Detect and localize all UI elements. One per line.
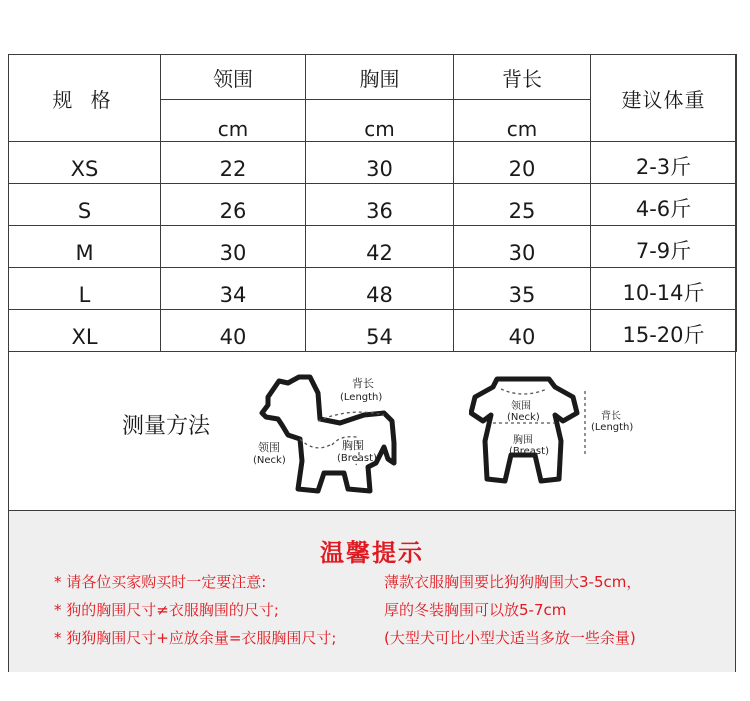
back-length-header: 背长 bbox=[454, 55, 591, 100]
size-cell: S bbox=[9, 184, 161, 226]
tips-title: 温馨提示 bbox=[320, 539, 424, 567]
cloth-back-cn: 背长 bbox=[601, 411, 621, 422]
dog-chest-cn: 胸围 bbox=[342, 439, 364, 452]
measurement-section bbox=[9, 343, 735, 508]
size-cell: M bbox=[9, 226, 161, 268]
back-cell: 35 bbox=[454, 268, 591, 310]
weight-header: 建议体重 bbox=[591, 55, 737, 142]
cloth-chest-cn: 胸围 bbox=[513, 435, 533, 446]
table-row bbox=[9, 268, 737, 310]
weight-cell: 7-9斤 bbox=[591, 226, 737, 268]
neck-cell: 22 bbox=[161, 142, 306, 184]
dog-back-en: (Length) bbox=[340, 392, 383, 403]
tips-section bbox=[9, 510, 735, 672]
weight-cell: 4-6斤 bbox=[591, 184, 737, 226]
back-cell: 40 bbox=[454, 310, 591, 352]
dog-measure-icon bbox=[244, 363, 429, 498]
weight-cell: 15-20斤 bbox=[591, 310, 737, 352]
cloth-neck-cn: 领围 bbox=[511, 401, 531, 412]
dog-chest-en: (Breast) bbox=[337, 453, 377, 464]
chest-cell: 36 bbox=[306, 184, 454, 226]
neck-cell: 34 bbox=[161, 268, 306, 310]
neck-cell: 40 bbox=[161, 310, 306, 352]
weight-cell: 10-14斤 bbox=[591, 268, 737, 310]
chest-unit: cm bbox=[306, 100, 454, 142]
tip-right-3: (大型犬可比小型犬适当多放一些余量) bbox=[384, 629, 636, 647]
neck-unit: cm bbox=[161, 100, 306, 142]
table-row bbox=[9, 184, 737, 226]
chest-cell: 54 bbox=[306, 310, 454, 352]
cloth-chest-en: (Breast) bbox=[509, 446, 549, 457]
measure-method-label: 测量方法 bbox=[122, 414, 211, 439]
tip-left-2: * 狗的胸围尺寸≠衣服胸围的尺寸; bbox=[54, 601, 279, 619]
table-row bbox=[9, 142, 737, 184]
dog-back-cn: 背长 bbox=[352, 377, 374, 390]
back-cell: 20 bbox=[454, 142, 591, 184]
size-table bbox=[8, 54, 737, 352]
dog-neck-cn: 领围 bbox=[258, 441, 280, 454]
neck-header: 领围 bbox=[161, 55, 306, 100]
back-length-unit: cm bbox=[454, 100, 591, 142]
cloth-neck-en: (Neck) bbox=[507, 412, 540, 423]
neck-cell: 30 bbox=[161, 226, 306, 268]
tip-left-1: * 请各位买家购买时一定要注意: bbox=[54, 573, 267, 591]
table-row bbox=[9, 226, 737, 268]
chest-cell: 42 bbox=[306, 226, 454, 268]
tip-right-1: 薄款衣服胸围要比狗狗胸围大3-5cm， bbox=[384, 573, 642, 591]
size-cell: XS bbox=[9, 142, 161, 184]
cloth-measure-icon bbox=[469, 375, 649, 495]
cloth-back-en: (Length) bbox=[591, 422, 634, 433]
chest-header: 胸围 bbox=[306, 55, 454, 100]
chest-cell: 30 bbox=[306, 142, 454, 184]
back-cell: 25 bbox=[454, 184, 591, 226]
neck-cell: 26 bbox=[161, 184, 306, 226]
weight-cell: 2-3斤 bbox=[591, 142, 737, 184]
chest-cell: 48 bbox=[306, 268, 454, 310]
dog-neck-en: (Neck) bbox=[253, 455, 286, 466]
size-cell: XL bbox=[9, 310, 161, 352]
back-cell: 30 bbox=[454, 226, 591, 268]
spec-header: 规 格 bbox=[9, 55, 161, 142]
tip-right-2: 厚的冬装胸围可以放5-7cm bbox=[384, 601, 567, 619]
tip-left-3: * 狗狗胸围尺寸+应放余量=衣服胸围尺寸; bbox=[54, 629, 337, 647]
size-cell: L bbox=[9, 268, 161, 310]
